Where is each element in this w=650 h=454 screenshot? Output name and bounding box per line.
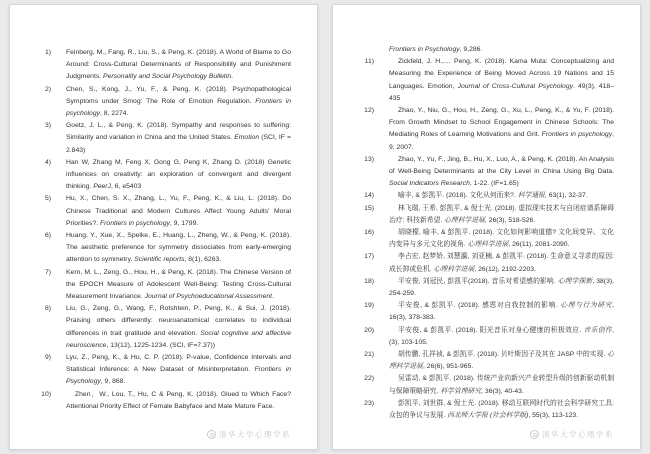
reference-number: 8)	[44, 305, 51, 313]
reference-item	[41, 389, 291, 413]
dept-logo-text: 清华大学心理学系	[542, 430, 614, 439]
reference-text: Feinberg, M., Fang, R., Liu, S., & Peng, K. (2018). A World of Blame to Go Around: Cross-Cultural Determinants of Responsibility and Punishment Judgments.	[66, 49, 291, 81]
reference-number: 4)	[44, 158, 51, 166]
reference-number: 10)	[41, 390, 51, 398]
reference-item	[364, 56, 614, 105]
reference-text: Han W, Zhang M, Feng X, Gong G, Peng K, Zhang D. (2018) Genetic influences on creativity: an exploration of convergent and divergent thinking.	[66, 158, 291, 191]
reference-number: 3)	[44, 122, 51, 130]
reference-number: 14)	[364, 192, 374, 200]
reference-number: 20)	[364, 326, 374, 334]
reference-text: , 8, 2274.	[100, 110, 129, 118]
journal-name: Scientific reports	[134, 256, 185, 264]
reference-text: .	[272, 293, 274, 301]
reference-text: Huang, Y., Xue, X., Spelke, E., Huang, L., Zheng, W., & Peng, K. (2018). The aesthetic preference for symmetry dissociates from early-emerging attention to symmetry.	[66, 232, 291, 264]
reference-text: Lyu, Z., Peng, K., & Hu, C. P. (2018). P-value, Confidence Intervals and Statistical Inference: A New Dataset of Misinterpretation.	[66, 354, 291, 374]
tsinghua-emblem-icon	[530, 430, 539, 439]
journal-name: 西北师大学报 (社会科学版)	[447, 412, 529, 420]
reference-number: 11)	[364, 58, 374, 66]
reference-text: , 9, 868.	[100, 378, 126, 386]
reference-item	[364, 154, 614, 191]
journal-name: 心理与行为研究	[560, 302, 613, 310]
reference-text: 喻丰, & 彭凯平. (2018). 文化从何而来?.	[398, 192, 518, 200]
reference-number: 22)	[364, 375, 374, 383]
reference-text: Hu, X., Chen, S. X., Zhang, L., Yu, F., Peng, K., & Liu, L. (2018). Do Chinese Traditional and Modern Cultures Affect Young Adults' Moral Priorities?.	[66, 195, 291, 227]
journal-name: 心理科学进展	[389, 351, 614, 371]
reference-text: Kern, M. L., Zeng, G., Hou, H., & Peng, K. (2018). The Chinese Version of the EPOCH Measure of Adolescent Well-Being: Testing Cross-Cultural Measurement Invariance.	[66, 268, 291, 301]
reference-text: 平安俊, & 彭凯平. (2018). 阳光音乐对身心健康的积极效应.	[398, 326, 584, 334]
reference-text: Chen, S., Kong, J., Yu, F., & Peng, K. (2018). Psychopathological Symptoms under Smog: The Role of Emotion Regulation.	[66, 85, 291, 105]
reference-number: 16)	[364, 229, 374, 237]
reference-text: (SCI, IF = 2.843)	[66, 134, 291, 154]
reference-item	[364, 190, 614, 202]
journal-name: Frontiers in Psychology	[389, 46, 460, 53]
reference-text: 平安俊, 刘冠民, 彭凯平(2018). 音乐对希望感的影响.	[398, 277, 558, 285]
reference-number: 5)	[44, 195, 51, 203]
reference-item	[364, 373, 614, 397]
reference-number: 19)	[364, 302, 374, 310]
journal-name: Frontiers in Psychology	[66, 366, 291, 386]
page-right	[332, 4, 641, 450]
tsinghua-emblem-icon	[207, 430, 216, 439]
reference-number: 12)	[364, 107, 374, 115]
reference-text: .	[231, 73, 234, 81]
reference-item	[364, 398, 614, 422]
reference-text: , (3), 103-105.	[389, 326, 614, 346]
reference-text: , 9, 1799.	[169, 219, 199, 227]
dept-logo	[530, 429, 614, 440]
reference-text: Goetz, J. L., & Peng, K. (2018). Sympathy and responses to suffering: Similarity and variation in China and the United States.	[66, 122, 291, 142]
reference-item	[44, 47, 291, 84]
reference-item	[44, 157, 291, 194]
reference-text: , 16(3), 378-383.	[389, 302, 614, 322]
reference-text: , 26(6), 951-965.	[422, 363, 474, 371]
reference-number: 9)	[44, 354, 51, 362]
reference-item	[44, 193, 291, 230]
journal-name: 音乐创作	[583, 326, 613, 334]
journal-name: 心理科学进展	[444, 216, 485, 224]
journal-name: Frontiers in psychology	[100, 219, 170, 227]
reference-number: 18)	[364, 277, 374, 285]
reference-number: 15)	[364, 204, 374, 212]
reference-text: 彭凯平, 刘世群, & 倪士光. (2018). 移动互联网时代的社会科学研究工具: 众包的争议与发展.	[389, 399, 614, 420]
reference-text: 李占宏, 赵梦娇, 刘慧瀛, 刘亚楠, & 彭凯平. (2018). 生命意义寻求的原因: 成长抑或危机.	[389, 253, 614, 273]
reference-number: 1)	[44, 49, 51, 56]
reference-item	[364, 325, 614, 349]
reference-item	[44, 352, 291, 389]
reference-text: 平安俊, & 彭凯平. (2018). 感恩对自我控制的影响.	[398, 302, 561, 310]
reference-item	[364, 105, 614, 154]
reference-text: , 36(3), 40-43.	[481, 387, 524, 395]
reference-text: , 1-22. (IF=1.65)	[469, 180, 519, 188]
reference-number: 7)	[44, 268, 51, 276]
reference-text: Liu, G., Zeng, G., Wang, F., Rotshtein, P., Peng, K., & Sui, J. (2018). Praising others differently: neuroanatomical correlates to individual differences in trait gratitude and elevation.	[66, 305, 291, 337]
reference-item	[44, 84, 291, 121]
dept-logo-text: 清华大学心理学系	[219, 430, 291, 439]
reference-item	[364, 251, 614, 275]
reference-text: Zhen，W., Lou, T., Hu, C & Peng, K. (2018). Glued to Which Face? Attentional Priority Effect of Female Babyface and Male Mature Face.	[66, 390, 291, 410]
reference-number: 6)	[44, 232, 51, 240]
reference-item	[364, 203, 614, 227]
reference-text: , 38(3), 254-259.	[389, 277, 614, 298]
reference-text: , 9,286.	[459, 46, 483, 53]
journal-name: Social Indicators Research	[389, 180, 470, 188]
journal-name: Personality and Social Psychology Bulletin	[103, 73, 232, 81]
journal-name: Frontiers in psychology	[541, 131, 613, 139]
journal-name: 心理学探新	[557, 277, 593, 285]
reference-text: 胡晓檬, 喻丰, & 彭凯平. (2018). 文化如何影响道德? 文化间变异、文化内变异与多元文化的视角.	[389, 229, 614, 249]
journal-name: Frontiers in psychology	[66, 97, 291, 118]
journal-name: 科学管理研究	[440, 387, 482, 395]
reference-item	[364, 227, 614, 251]
reference-text: , 55(3), 113-123.	[528, 412, 579, 420]
reference-text: , 26(11), 2081-2090.	[508, 241, 570, 249]
reference-text: Zhao, Y., Niu, G., Hou, H., Zeng, G., Xu, L., Peng, K., & Yu, F. (2018). From Growth Mindset to School Engagement in Chinese Schools: The Mediating Roles of Learning Motivations and Grit.	[389, 107, 614, 139]
reference-item	[44, 267, 291, 304]
reference-text: , 6, e5403	[110, 183, 142, 191]
journal-name: 科学通报	[517, 192, 545, 200]
reference-item	[44, 303, 291, 352]
reference-item	[44, 230, 291, 267]
reference-item	[44, 120, 291, 157]
reference-item	[376, 44, 614, 56]
journal-name: Journal of Cross-Cultural Psychology	[457, 82, 574, 90]
reference-text: 吴雷动, & 彭凯平. (2018). 传统产业向新兴产业转型升级的创新驱动机制与保障策略研究.	[389, 375, 614, 395]
reference-number: 23)	[364, 399, 374, 407]
reference-text: 林飞瑞, 王希, 彭凯平, & 倪士光. (2018). 虚拟现实技术与自闭症谱系障碍治疗: 科技新希望.	[389, 204, 614, 224]
reference-number: 17)	[364, 253, 374, 261]
reference-text: . 49(3), 418–435	[389, 82, 614, 102]
reference-item	[364, 276, 614, 300]
reference-list-right	[364, 44, 614, 422]
reference-number: 21)	[364, 351, 374, 359]
reference-number: 13)	[364, 155, 374, 163]
dept-logo	[207, 429, 291, 440]
journal-name: 心理科学进展	[433, 265, 475, 273]
journal-name: Journal of Psychoeducational Assessment	[144, 293, 273, 301]
page-left	[9, 4, 318, 450]
reference-number: 2)	[44, 85, 51, 93]
reference-item	[364, 300, 614, 324]
reference-item	[364, 349, 614, 373]
reference-text: Zhao, Y., Yu, F., Jing, B., Hu, X., Luo, A., & Peng, K. (2018). An Analysis of Well-Being Determinants at the City Level in China Using Big Data.	[389, 155, 614, 176]
reference-text: , 63(1), 32-37.	[544, 192, 588, 200]
reference-text: , 8(1), 6263.	[184, 256, 222, 264]
reference-text: 胡传鹏, 孔祥祯, & 彭凯平. (2018). 贝叶斯因子及其在 JASP 中的实现.	[398, 351, 608, 359]
journal-name: Social cognitive and affective neuroscience	[66, 329, 291, 349]
journal-name: PeerJ	[93, 183, 111, 191]
reference-text: , 26(3), 518-526.	[484, 216, 536, 224]
reference-text: , 9, 2007.	[389, 131, 614, 151]
reference-list-left	[41, 47, 291, 413]
reference-text: Zickfeld, J. H.,… Peng, K. (2018). Kama Muta: Conceptualizing and Measuring the Experience of Being Moved Across 19 Nations and 15 Languages. Emotion,	[389, 58, 614, 90]
reference-text: , 26(12), 2192-2203.	[474, 265, 536, 273]
reference-text: , 13(12), 1225-1234. (SCI, IF=7.37))	[106, 341, 216, 349]
journal-name: 心理科学进展	[467, 241, 509, 249]
journal-name: Emotion	[234, 134, 260, 142]
